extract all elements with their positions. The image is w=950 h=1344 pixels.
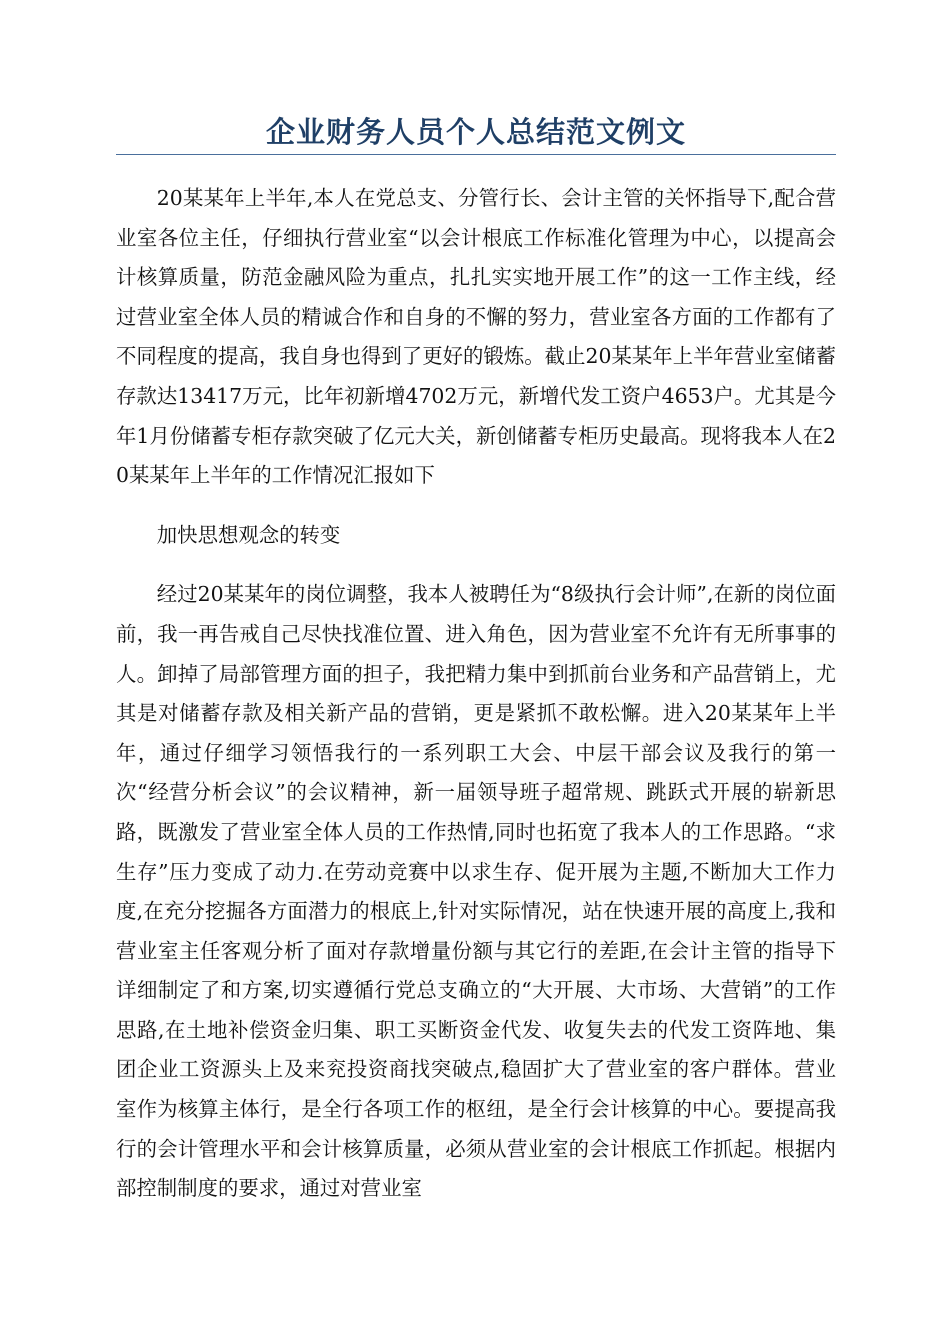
title-underline bbox=[116, 154, 836, 155]
document-title: 企业财务人员个人总结范文例文 bbox=[265, 115, 686, 149]
body-paragraph-intro: 20某某年上半年,本人在党总支、分管行长、会计主管的关怀指导下,配合营业室各位主任，仔细执行营业室“以会计根底工作标准化管理为中心，以提高会计核算质量，防范金融风险为重点，扎扎实实地开展工作”的这一工作主线，经过营业室全体人员的精诚合作和自身的不懈的努力，营业室各方面的工作都有了不同程度的提高，我自身也得到了更好的锻炼。截止20某某年上半年营业室储蓄存款达13417万元，比年初新增4702万元，新增代发工资户4653户。尤其是今年1月份储蓄专柜存款突破了亿元大关，新创储蓄专柜历史最高。现将我本人在20某某年上半年的工作情况汇报如下 bbox=[116, 186, 836, 488]
section-heading: 加快思想观念的转变 bbox=[156, 522, 341, 547]
body-paragraph-main: 经过20某某年的岗位调整，我本人被聘任为“8级执行会计师”,在新的岗位面前，我一再告戒自己尽快找准位置、进入角色，因为营业室不允许有无所事事的人。卸掉了局部管理方面的担子，我把精力集中到抓前台业务和产品营销上，尤其是对储蓄存款及相关新产品的营销，更是紧抓不敢松懈。进入20某某年上半年，通过仔细学习领悟我行的一系列职工大会、中层干部会议及我行的第一次“经营分析会议”的会议精神，新一届领导班子超常规、跳跃式开展的崭新思路，既激发了营业室全体人员的工作热情,同时也拓宽了我本人的工作思路。“求生存”压力变成了动力.在劳动竞赛中以求生存、促开展为主题,不断加大工作力度,在充分挖掘各方面潜力的根底上,针对实际情况，站在快速开展的高度上,我和营业室主任客观分析了面对存款增量份额与其它行的差距,在会计主管的指导下详细制定了和方案,切实遵循行党总支确立的“大开展、大市场、大营销”的工作思路,在土地补偿资金归集、职工买断资金代发、收复失去的代发工资阵地、集团企业工资源头上及来兖投资商找突破点,稳固扩大了营业室的客户群体。营业室作为核算主体行，是全行各项工作的枢纽，是全行会计核算的中心。要提高我行的会计管理水平和会计核算质量，必须从营业室的会计根底工作抓起。根据内部控制制度的要求，通过对营业室 bbox=[116, 582, 836, 1201]
document-page bbox=[116, 110, 836, 1229]
